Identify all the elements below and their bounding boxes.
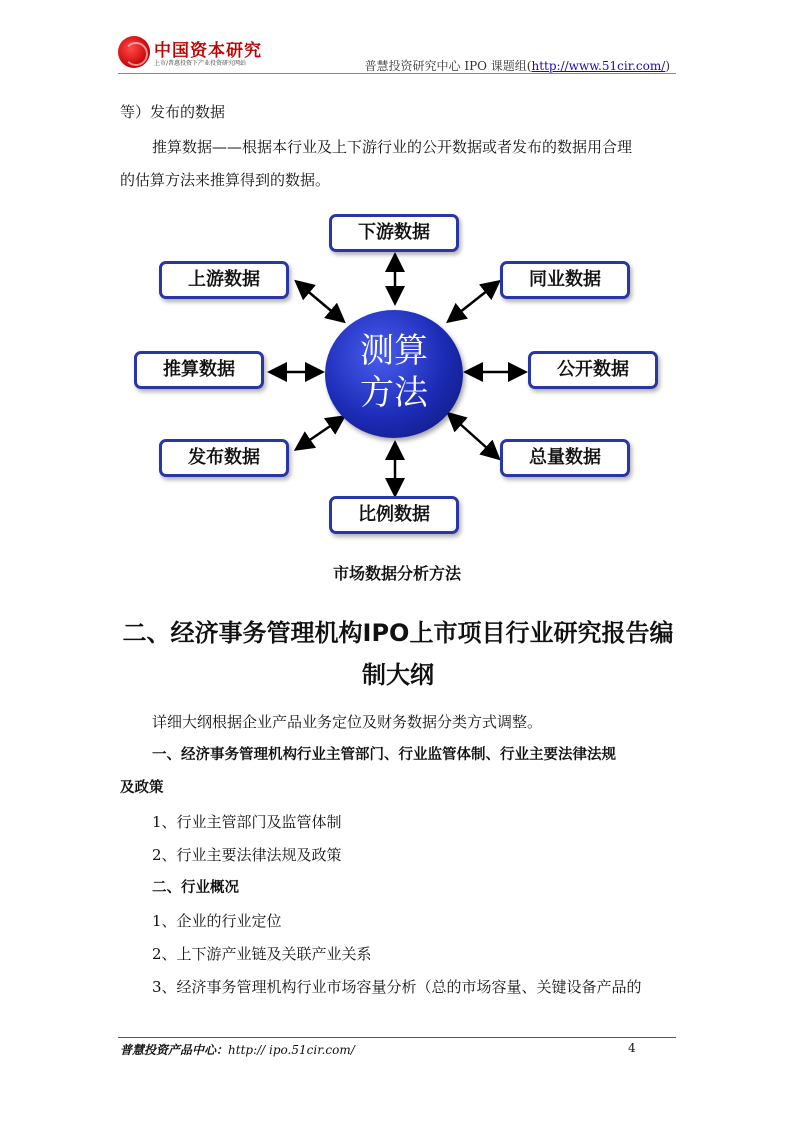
body-line-1: 等）发布的数据 (120, 103, 226, 121)
box-public-data: 公开数据 (528, 351, 658, 389)
box-released-data: 发布数据 (159, 439, 289, 477)
footer-link[interactable]: http:// ipo.51cir.com/ (228, 1043, 355, 1057)
footer-info (120, 1041, 355, 1058)
outline-heading-1-line-2: 及政策 (120, 780, 164, 796)
body-line-3: 的估算方法来推算得到的数据。 (120, 171, 331, 189)
box-peer-data: 同业数据 (500, 261, 630, 299)
box-total-data: 总量数据 (500, 439, 630, 477)
page-number: 4 (628, 1041, 636, 1055)
outline-item: 2、上下游产业链及关联产业关系 (152, 945, 372, 963)
outline-item: 3、经济事务管理机构行业市场容量分析（总的市场容量、关键设备产品的 (152, 978, 642, 996)
header-divider (118, 73, 676, 74)
arrow-bottom-left (298, 418, 342, 448)
arrow-bottom-right (450, 415, 497, 457)
box-upstream-data: 上游数据 (159, 261, 289, 299)
diagram-caption: 市场数据分析方法 (332, 564, 461, 583)
outline-heading-1-line-1: 一、经济事务管理机构行业主管部门、行业监管体制、行业主要法律法规 (152, 747, 616, 763)
section-title: 二、经济事务管理机构IPO上市项目行业研究报告编制大纲 (122, 619, 674, 689)
footer-org: 普慧投资产品中心： (120, 1043, 229, 1057)
arrow-top-left (298, 283, 342, 320)
outline-heading-2: 二、行业概况 (152, 880, 239, 896)
header-link[interactable]: http://www.51cir.com/ (531, 59, 666, 73)
outline-intro: 详细大纲根据企业产品业务定位及财务数据分类方式调整。 (152, 713, 543, 731)
site-logo[interactable] (118, 36, 262, 70)
outline-item: 1、行业主管部门及监管体制 (152, 813, 342, 831)
header-close-paren: ) (665, 59, 670, 73)
box-downstream-data: 下游数据 (329, 214, 459, 252)
box-ratio-data: 比例数据 (329, 496, 459, 534)
header-org: 普慧投资研究中心 IPO 课题组( (364, 59, 532, 73)
body-line-2: 推算数据——根据本行业及上下游行业的公开数据或者发布的数据用合理 (152, 138, 633, 156)
logo-subtitle: 上市/普惠投资下产业投资研究网站 (154, 60, 247, 67)
box-estimated-data: 推算数据 (134, 351, 264, 389)
header-info (365, 57, 670, 74)
outline-item: 2、行业主要法律法规及政策 (152, 846, 342, 864)
logo-emblem-icon (118, 36, 150, 68)
arrow-top-right (450, 283, 497, 320)
method-diagram (120, 205, 676, 545)
center-text-line-1: 测算 (360, 331, 428, 371)
center-method-circle (325, 310, 463, 438)
center-text-line-2: 方法 (360, 373, 428, 413)
footer-divider (118, 1037, 676, 1038)
outline-item: 1、企业的行业定位 (152, 912, 282, 930)
logo-name: 中国资本研究 (154, 41, 262, 61)
